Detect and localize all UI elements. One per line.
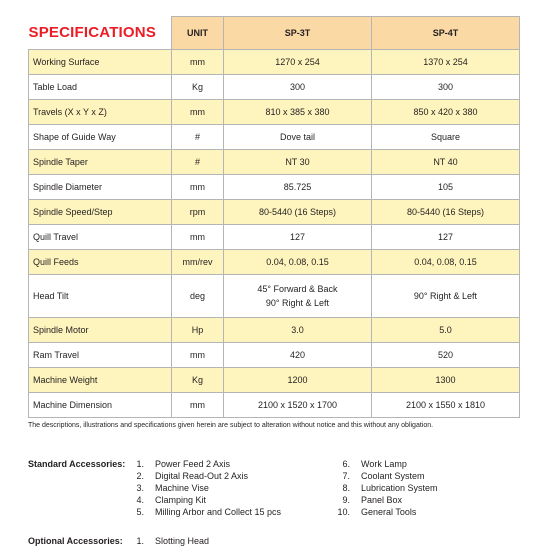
spec-unit: Hp <box>172 318 224 343</box>
spec-unit: # <box>172 125 224 150</box>
accessory-item <box>128 495 206 505</box>
table-row <box>29 150 520 175</box>
sp-4t-value: 80-5440 (16 Steps) <box>372 200 520 225</box>
sp-3t-value <box>224 275 372 318</box>
sp-3t-value-line: 1200 <box>287 375 308 385</box>
accessory-number: 9. <box>342 495 350 505</box>
spec-unit: deg <box>172 275 224 318</box>
sp-3t-value-line: 45° Forward & Back <box>257 284 338 294</box>
spec-unit: mm <box>172 175 224 200</box>
accessory-number: 1. <box>136 459 144 469</box>
spec-unit: Kg <box>172 75 224 100</box>
table-row <box>29 125 520 150</box>
spec-unit: mm <box>172 50 224 75</box>
sp-4t-value: 2100 x 1550 x 1810 <box>372 393 520 418</box>
spec-label: Quill Feeds <box>29 250 172 275</box>
spec-unit: mm <box>172 393 224 418</box>
sp-3t-value <box>224 125 372 150</box>
table-row <box>29 343 520 368</box>
table-row <box>29 175 520 200</box>
accessory-text: Digital Read-Out 2 Axis <box>155 471 249 481</box>
sp-3t-value-line: 127 <box>289 232 306 242</box>
sp-4t-value: 1300 <box>372 368 520 393</box>
sp-4t-value: Square <box>372 125 520 150</box>
accessory-text: General Tools <box>361 507 417 517</box>
spec-label: Table Load <box>29 75 172 100</box>
sp-3t-value <box>224 343 372 368</box>
sp-3t-value <box>224 50 372 75</box>
spec-label: Spindle Taper <box>29 150 172 175</box>
spec-label: Travels (X x Y x Z) <box>29 100 172 125</box>
sp-3t-value <box>224 100 372 125</box>
sp-4t-value: 5.0 <box>372 318 520 343</box>
spec-label: Spindle Speed/Step <box>29 200 172 225</box>
accessory-number: 6. <box>342 459 350 469</box>
accessory-text: Slotting Head <box>155 536 210 546</box>
sp-3t-value-line: 300 <box>289 82 306 92</box>
disclaimer-text: The descriptions, illustrations and specifications given herein are subject to alteration without notice and this without any obligation. <box>28 422 434 429</box>
accessory-item <box>128 471 248 481</box>
accessory-item <box>128 483 209 493</box>
specifications-title: SPECIFICATIONS <box>28 24 157 42</box>
accessory-number: 1. <box>136 536 144 546</box>
spec-unit: mm <box>172 100 224 125</box>
sp-4t-value: 1370 x 254 <box>372 50 520 75</box>
sp-3t-value-line: 2100 x 1520 x 1700 <box>257 400 338 410</box>
accessory-text: Machine Vise <box>155 483 209 493</box>
standard-accessories-label: Standard Accessories: <box>28 459 126 469</box>
table-row <box>29 225 520 250</box>
accessory-text: Panel Box <box>361 495 403 505</box>
specifications-table <box>28 16 520 418</box>
accessory-item <box>128 507 281 517</box>
sp-3t-value-line: 810 x 385 x 380 <box>265 107 330 117</box>
sp-4t-header: SP-4T <box>372 17 520 50</box>
accessory-text: Power Feed 2 Axis <box>155 459 231 469</box>
sp-4t-value: 127 <box>372 225 520 250</box>
unit-header: UNIT <box>172 17 224 50</box>
table-row <box>29 250 520 275</box>
table-row <box>29 368 520 393</box>
spec-unit: mm <box>172 225 224 250</box>
sp-3t-value <box>224 150 372 175</box>
accessory-number: 3. <box>136 483 144 493</box>
spec-label: Machine Dimension <box>29 393 172 418</box>
optional-accessory-item <box>128 536 209 546</box>
spec-label: Spindle Diameter <box>29 175 172 200</box>
accessory-text: Work Lamp <box>361 459 407 469</box>
spec-unit: # <box>172 150 224 175</box>
sp-4t-value: 0.04, 0.08, 0.15 <box>372 250 520 275</box>
accessory-text: Clamping Kit <box>155 495 207 505</box>
accessory-text: Lubrication System <box>361 483 438 493</box>
sp-3t-value-line: 85.725 <box>283 182 312 192</box>
table-row <box>29 200 520 225</box>
sp-3t-value <box>224 200 372 225</box>
spec-label: Shape of Guide Way <box>29 125 172 150</box>
specifications-table-body <box>29 17 520 418</box>
spec-label: Quill Travel <box>29 225 172 250</box>
sp-3t-value-line: 420 <box>289 350 306 360</box>
table-row <box>29 100 520 125</box>
sp-3t-header: SP-3T <box>224 17 372 50</box>
sp-4t-value: 520 <box>372 343 520 368</box>
sp-3t-value-line: 3.0 <box>291 325 304 335</box>
sp-3t-value <box>224 225 372 250</box>
sp-3t-value <box>224 250 372 275</box>
sp-4t-value: 850 x 420 x 380 <box>372 100 520 125</box>
spec-unit: mm <box>172 343 224 368</box>
sp-3t-value <box>224 318 372 343</box>
spec-label: Working Surface <box>29 50 172 75</box>
accessory-item <box>334 495 402 505</box>
sp-3t-value <box>224 175 372 200</box>
spec-unit: Kg <box>172 368 224 393</box>
sp-3t-value-line: Dove tail <box>279 132 315 142</box>
accessory-item <box>334 483 438 493</box>
sp-3t-value-line: 80-5440 (16 Steps) <box>258 207 337 217</box>
table-row <box>29 275 520 318</box>
spec-label: Ram Travel <box>29 343 172 368</box>
accessory-number: 2. <box>136 471 144 481</box>
sp-3t-value-line: 1270 x 254 <box>275 57 320 67</box>
table-row <box>29 75 520 100</box>
sp-3t-value <box>224 393 372 418</box>
accessory-item <box>334 471 425 481</box>
sp-3t-value-line: 0.04, 0.08, 0.15 <box>266 257 329 267</box>
sp-3t-value-line: 90° Right & Left <box>265 298 330 308</box>
accessory-item <box>334 459 407 469</box>
accessory-text: Coolant System <box>361 471 425 481</box>
sp-4t-value: NT 40 <box>372 150 520 175</box>
accessory-number: 4. <box>136 495 144 505</box>
table-row <box>29 393 520 418</box>
sp-3t-value <box>224 368 372 393</box>
accessory-item <box>128 459 230 469</box>
accessory-number: 5. <box>136 507 144 517</box>
optional-accessories-label: Optional Accessories: <box>28 536 123 546</box>
sp-3t-value <box>224 75 372 100</box>
sp-3t-value-line: NT 30 <box>285 157 310 167</box>
spec-unit: mm/rev <box>172 250 224 275</box>
spec-label: Machine Weight <box>29 368 172 393</box>
table-row <box>29 50 520 75</box>
title-cell <box>29 17 172 50</box>
table-row <box>29 318 520 343</box>
accessory-number: 8. <box>342 483 350 493</box>
accessory-number: 10. <box>337 507 350 517</box>
spec-label: Head Tilt <box>29 275 172 318</box>
sp-4t-value: 300 <box>372 75 520 100</box>
accessory-text: Milling Arbor and Collect 15 pcs <box>155 507 282 517</box>
spec-unit: rpm <box>172 200 224 225</box>
sp-4t-value: 90° Right & Left <box>372 275 520 318</box>
header-row <box>29 17 520 50</box>
accessory-item <box>334 507 416 517</box>
accessory-number: 7. <box>342 471 350 481</box>
sp-4t-value: 105 <box>372 175 520 200</box>
spec-label: Spindle Motor <box>29 318 172 343</box>
